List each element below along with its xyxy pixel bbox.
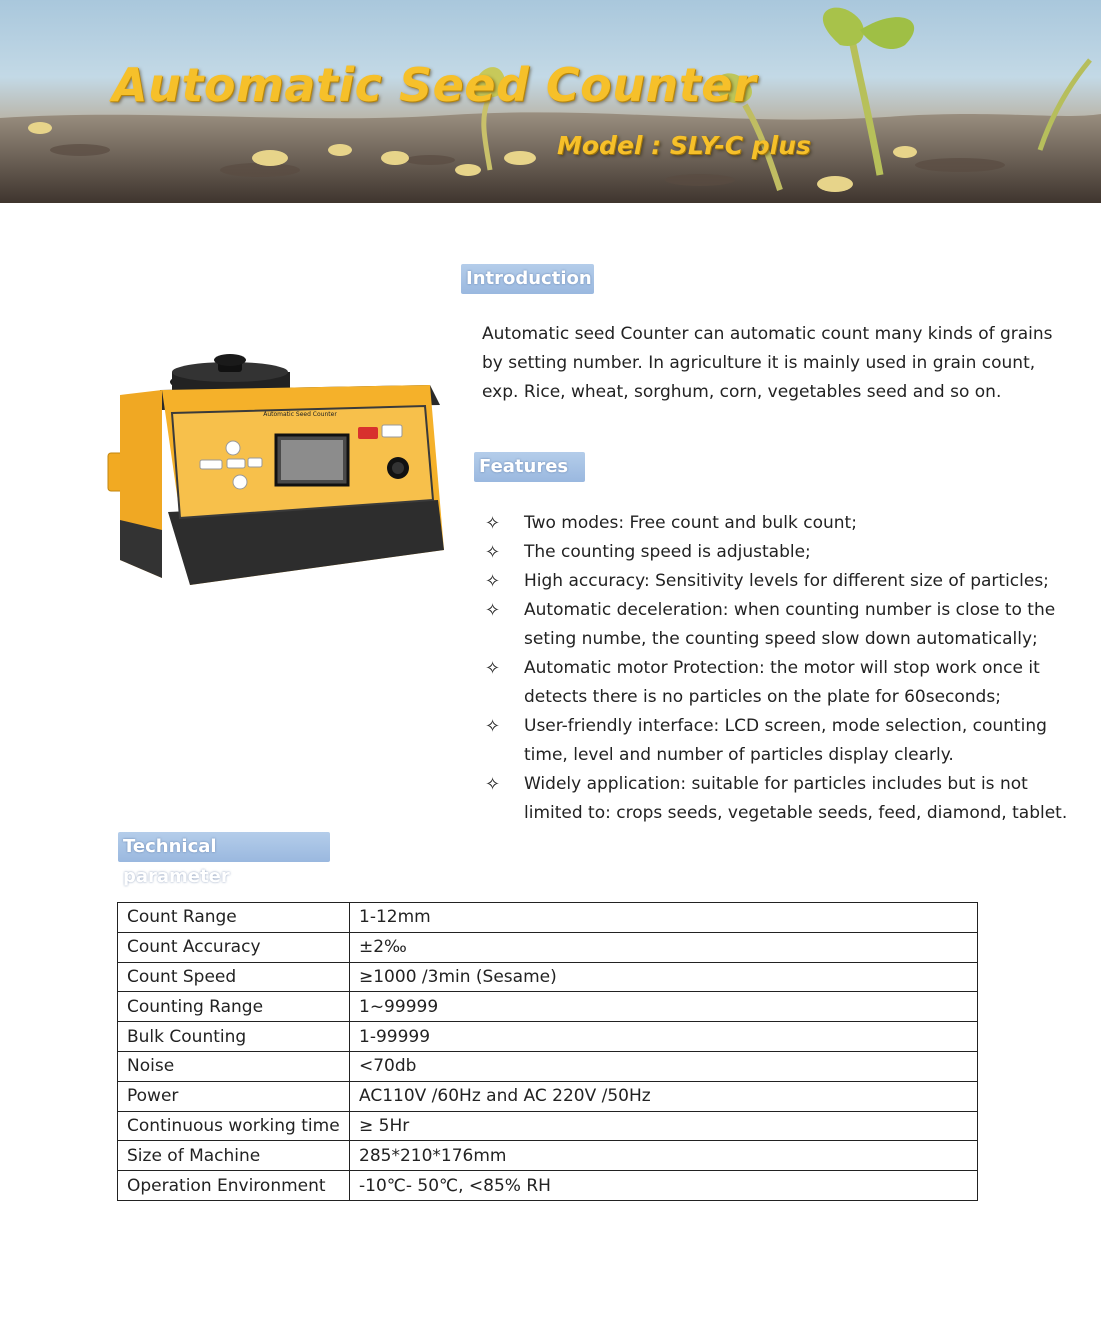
banner-title: Automatic Seed Counter [112, 58, 757, 112]
param-value: -10℃- 50℃, <85% RH [350, 1171, 978, 1201]
table-row [118, 903, 978, 933]
introduction-text: Automatic seed Counter can automatic count many kinds of grains by setting number. In agriculture it is mainly used in grain count, exp. Rice, wheat, sorghum, corn, vegetables seed and so on. [482, 324, 1053, 402]
table-row [118, 1111, 978, 1141]
panel-label: Automatic Seed Counter [263, 411, 337, 418]
param-value: <70db [350, 1051, 978, 1081]
technical-table [117, 902, 978, 1201]
list-item: ✧ Automatic deceleration: when counting number is close to the seting numbe, the counting speed slow down automatically; [483, 596, 1073, 654]
param-name: Size of Machine [118, 1141, 350, 1171]
features-list [483, 509, 1073, 828]
star-bullet-icon: ✧ [485, 571, 501, 592]
star-bullet-icon: ✧ [485, 542, 501, 563]
param-value: ≥ 5Hr [350, 1111, 978, 1141]
technical-heading: Technical parameter [118, 832, 330, 862]
param-value: 285*210*176mm [350, 1141, 978, 1171]
param-value: 1-12mm [350, 903, 978, 933]
param-value: 1~99999 [350, 992, 978, 1022]
table-row [118, 1022, 978, 1052]
list-item: ✧ User-friendly interface: LCD screen, mode selection, counting time, level and number of particles display clearly. [483, 712, 1073, 770]
star-bullet-icon: ✧ [485, 716, 501, 737]
param-value: AC110V /60Hz and AC 220V /50Hz [350, 1081, 978, 1111]
table-row [118, 1081, 978, 1111]
param-name: Count Speed [118, 962, 350, 992]
table-row [118, 1141, 978, 1171]
star-bullet-icon: ✧ [485, 600, 501, 621]
table-row [118, 992, 978, 1022]
param-value: 1-99999 [350, 1022, 978, 1052]
star-bullet-icon: ✧ [485, 658, 501, 679]
product-image [100, 350, 460, 600]
features-heading: Features [474, 452, 585, 482]
table-row [118, 1171, 978, 1201]
param-name: Bulk Counting [118, 1022, 350, 1052]
table-row [118, 962, 978, 992]
list-item: ✧ High accuracy: Sensitivity levels for different size of particles; [483, 567, 1073, 596]
star-bullet-icon: ✧ [485, 774, 501, 795]
introduction-heading: Introduction [461, 264, 594, 294]
param-value: ±2‰ [350, 932, 978, 962]
table-row [118, 932, 978, 962]
param-name: Count Range [118, 903, 350, 933]
param-name: Noise [118, 1051, 350, 1081]
star-bullet-icon: ✧ [485, 513, 501, 534]
list-item: ✧ The counting speed is adjustable; [483, 538, 1073, 567]
list-item: ✧ Widely application: suitable for particles includes but is not limited to: crops seeds, vegetable seeds, feed, diamond, tablet. [483, 770, 1073, 828]
list-item: ✧ Automatic motor Protection: the motor will stop work once it detects there is no particles on the plate for 60seconds; [483, 654, 1073, 712]
table-row [118, 1051, 978, 1081]
param-value: ≥1000 /3min (Sesame) [350, 962, 978, 992]
param-name: Power [118, 1081, 350, 1111]
param-name: Continuous working time [118, 1111, 350, 1141]
param-name: Operation Environment [118, 1171, 350, 1201]
list-item: ✧ Two modes: Free count and bulk count; [483, 509, 1073, 538]
param-name: Count Accuracy [118, 932, 350, 962]
header-banner [0, 0, 1101, 203]
banner-model: Model : SLY-C plus [557, 131, 811, 160]
param-name: Counting Range [118, 992, 350, 1022]
